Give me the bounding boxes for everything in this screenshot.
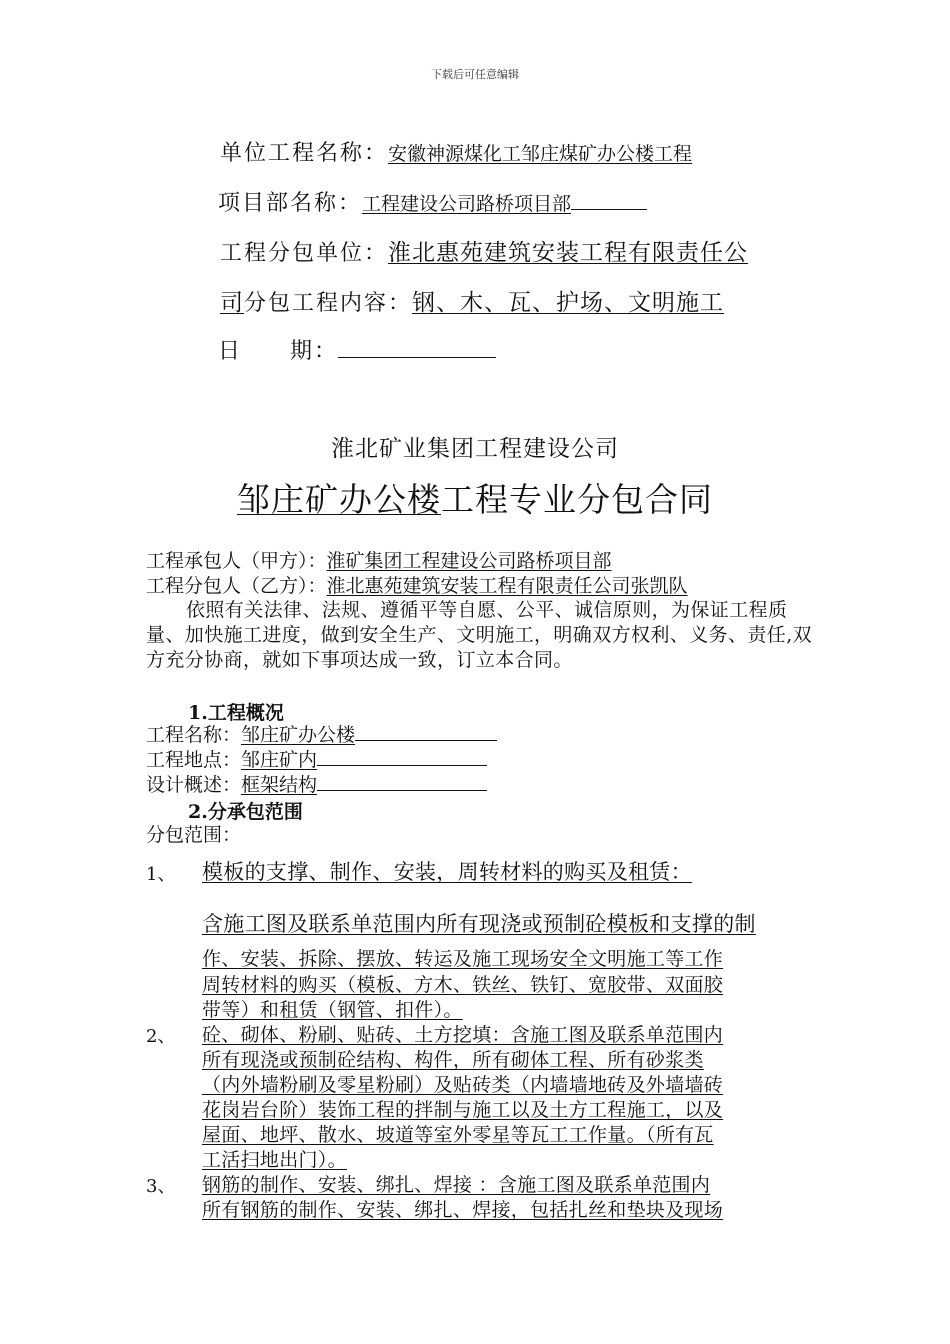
party-b-row — [146, 573, 688, 599]
project-location-underline — [317, 765, 487, 766]
contract-title-rest: 工程专业分包合同 — [441, 480, 713, 519]
content-value: 钢、木、瓦、护场、文明施工 — [412, 290, 725, 316]
party-a-label: 工程承包人（甲方）： — [146, 550, 327, 572]
item-2-line: 屋面、地坪、散水、坡道等室外零星等瓦工工作量。（所有瓦 — [202, 1124, 714, 1146]
dept-value: 工程建设公司路桥项目部 — [362, 193, 572, 215]
subcontractor-value: 淮北惠苑建筑安装工程有限责任公 — [388, 240, 749, 266]
project-location-value: 邹庄矿内 — [241, 749, 318, 771]
project-name-row — [146, 722, 497, 748]
intro-paragraph: 依照有关法律、法规、遵循平等自愿、公平、诚信原则，为保证工程质量、加快施工进度，做到安全生产、文明施工，明确双方权利、义务、责任,双方充分协商，就如下事项达成一致，订立本合同。 — [146, 599, 813, 671]
content-row — [220, 284, 724, 317]
unit-project-label: 单位工程名称： — [220, 141, 389, 166]
date-blank — [338, 357, 496, 358]
scope-label: 分包范围： — [146, 824, 242, 846]
subcontractor-label: 工程分包单位： — [220, 241, 389, 266]
item-number: 3、 — [146, 1176, 176, 1197]
item-2-line: 花岗岩台阶）装饰工程的拌制与施工以及土方工程施工，以及 — [202, 1099, 724, 1121]
item-number: 1、 — [146, 864, 176, 885]
item-number: 2、 — [146, 1026, 176, 1047]
item-2-line: 砼、砌体、粉刷、贴砖、土方挖填：含施工图及联系单范围内 — [202, 1024, 724, 1046]
header-note: 下载后可任意编辑 — [431, 68, 519, 81]
party-a-value: 淮矿集团工程建设公司路桥项目部 — [326, 550, 612, 572]
item-2-line: （内外墙粉刷及零星粉刷）及贴砖类（内墙墙地砖及外墙墙砖 — [202, 1074, 724, 1096]
subcontractor-value-cont: 司 — [220, 290, 244, 316]
company-name: 淮北矿业集团工程建设公司 — [331, 436, 619, 462]
unit-project-row — [220, 136, 692, 167]
project-location-row — [146, 747, 487, 773]
design-value: 框架结构 — [241, 774, 318, 796]
unit-project-value: 安徽神源煤化工邹庄煤矿办公楼工程 — [388, 143, 693, 165]
item-3-line: 所有钢筋的制作、安装、绑扎、焊接，包括扎丝和垫块及现场 — [202, 1199, 724, 1221]
item-1-line: 周转材料的购买（模板、方木、铁丝、铁钉、宽胶带、双面胶 — [202, 974, 724, 996]
party-b-value: 淮北惠苑建筑安装工程有限责任公司张凯队 — [326, 575, 688, 597]
design-label: 设计概述： — [146, 774, 242, 796]
section2-heading: 2.分承包范围 — [188, 801, 303, 823]
item-1-line: 带等）和租赁（钢管、扣件）。 — [202, 999, 463, 1021]
date-label: 日 期： — [218, 339, 339, 364]
project-name-label: 工程名称： — [146, 724, 242, 746]
item-2-line: 所有现浇或预制砼结构、构件，所有砌体工程、所有砂浆类 — [202, 1049, 704, 1071]
project-name-underline — [355, 740, 497, 741]
section1-heading: 1.工程概况 — [188, 702, 284, 724]
contract-title-underlined: 邹庄矿办公楼 — [237, 480, 441, 519]
item-1-line: 含施工图及联系单范围内所有现浇或预制砼模板和支撑的制 — [202, 912, 756, 936]
party-b-label: 工程分包人（乙方）： — [146, 575, 327, 597]
content-label: 分包工程内容： — [244, 291, 413, 316]
party-a-row — [146, 548, 612, 574]
project-location-label: 工程地点： — [146, 749, 242, 771]
design-row — [146, 772, 487, 798]
item-3-line: 钢筋的制作、安装、绑扎、焊接 ：含施工图及联系单范围内 — [202, 1174, 711, 1196]
subcontractor-row — [220, 234, 748, 267]
item-1-heading: 模板的支撑、制作、安装，周转材料的购买及租赁： — [202, 860, 692, 884]
date-row — [218, 334, 496, 365]
dept-underline — [571, 209, 647, 210]
contract-title — [0, 474, 950, 521]
item-2-line: 工活扫地出门）。 — [202, 1149, 347, 1171]
item-1-line: 作、安装、拆除、摆放、转运及施工现场安全文明施工等工作 — [202, 948, 724, 970]
dept-label: 项目部名称： — [218, 191, 363, 216]
design-underline — [317, 790, 487, 791]
project-name-value: 邹庄矿办公楼 — [241, 724, 356, 746]
dept-row — [218, 186, 647, 217]
